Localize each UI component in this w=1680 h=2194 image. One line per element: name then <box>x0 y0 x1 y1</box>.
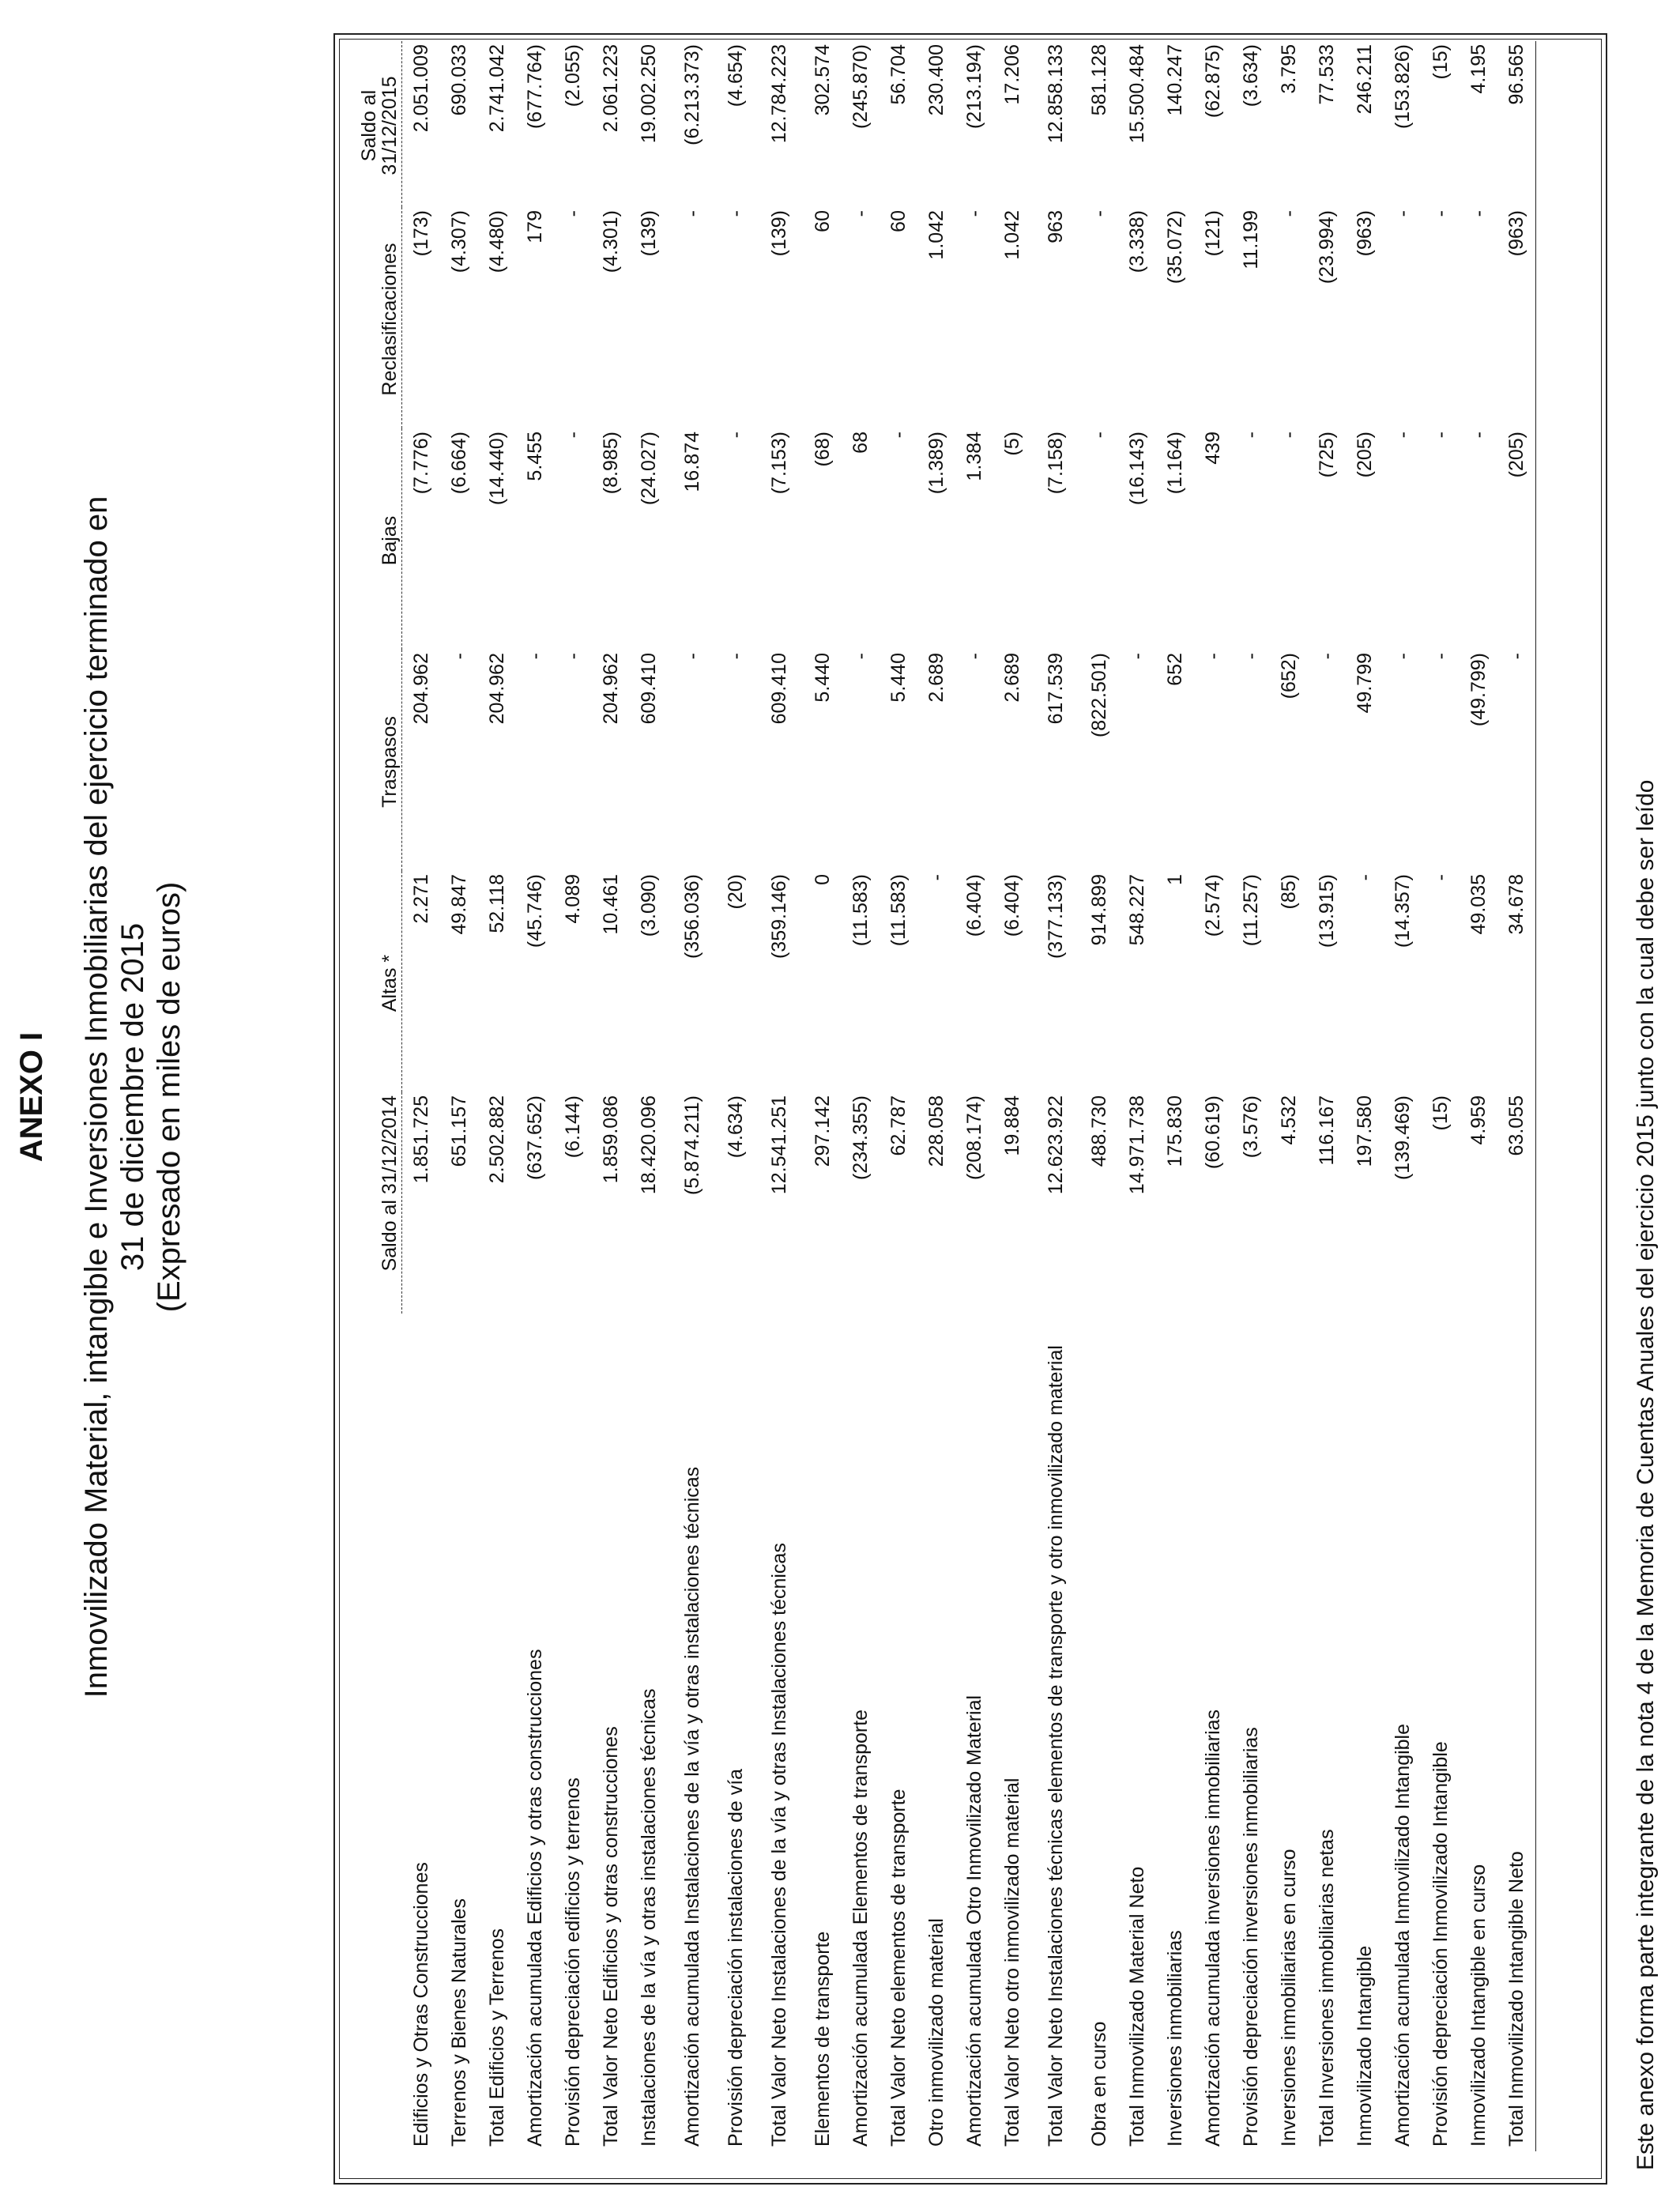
row-label: Inversiones inmobiliarias en curso <box>1278 1849 1300 2147</box>
row-value-cell: - <box>1392 653 1414 660</box>
row-value-cell: 12.784.223 <box>768 44 790 144</box>
row-value-cell: (60.619) <box>1202 1095 1224 1170</box>
row-value-cell: 651.157 <box>448 1095 470 1167</box>
row-value-cell: (5) <box>1001 432 1023 456</box>
annex-title: Inmovilizado Material, intangible e Inversiones Inmobiliarias del ejercicio terminado en <box>79 496 114 1698</box>
row-value-cell: 302.574 <box>812 44 834 116</box>
row-value-cell: (7.158) <box>1045 432 1067 495</box>
row-value-cell: (14.440) <box>486 432 508 506</box>
row-value-cell: 2.741.042 <box>486 44 508 133</box>
row-value-cell: - <box>963 653 985 660</box>
row-label: Total Valor Neto Instalaciones de la vía y otras Instalaciones técnicas <box>768 1543 790 2147</box>
row-value-cell: 488.730 <box>1088 1095 1110 1167</box>
row-label: Elementos de transporte <box>812 1931 834 2147</box>
row-value-cell: (24.027) <box>638 432 660 506</box>
row-value-cell: 10.461 <box>600 874 622 935</box>
row-value-cell: 3.795 <box>1278 44 1300 94</box>
row-value-cell: 18.420.096 <box>638 1095 660 1195</box>
row-label: Provisión depreciación Inmovilizado Intangible <box>1430 1741 1452 2147</box>
row-value-cell: (16.143) <box>1126 432 1148 506</box>
row-value-cell: 0 <box>812 874 834 885</box>
table-row <box>1346 41 1384 2151</box>
row-value-cell: 19.884 <box>1001 1095 1023 1156</box>
table-row <box>402 41 441 2151</box>
row-value-cell: 5.455 <box>524 432 546 481</box>
row-value-cell: 116.167 <box>1316 1095 1338 1166</box>
table-row <box>1308 41 1346 2151</box>
row-value-cell: - <box>1202 653 1224 660</box>
table-row <box>755 41 804 2151</box>
row-value-cell: - <box>1088 210 1110 217</box>
row-value-cell: - <box>887 432 910 439</box>
row-value-cell: - <box>1126 653 1148 660</box>
row-value-cell: 175.830 <box>1164 1095 1186 1167</box>
row-value-cell: 609.410 <box>768 653 790 725</box>
table-row <box>955 41 993 2151</box>
header-bajas: Bajas <box>359 428 402 650</box>
row-value-cell: (356.036) <box>681 874 703 959</box>
row-value-cell: 1.859.086 <box>600 1095 622 1184</box>
table-row <box>1384 41 1422 2151</box>
header-traspasos: Traspasos <box>359 650 402 871</box>
row-value-cell: 204.962 <box>600 653 622 725</box>
row-value-cell: 1.042 <box>1001 210 1023 260</box>
table-row <box>917 41 955 2151</box>
row-value-cell: (359.146) <box>768 874 790 959</box>
row-value-cell: 11.199 <box>1240 210 1262 270</box>
row-value-cell: 1 <box>1164 874 1186 885</box>
row-value-cell: (1.389) <box>925 432 947 495</box>
row-label: Terrenos y Bienes Naturales <box>448 1898 470 2147</box>
row-value-cell: (11.583) <box>887 874 910 947</box>
row-label: Inmovilizado Intangible en curso <box>1467 1864 1490 2147</box>
row-value-cell: 4.089 <box>562 874 584 924</box>
row-value-cell: (173) <box>410 210 432 257</box>
row-value-cell: (139) <box>768 210 790 257</box>
row-value-cell: - <box>1278 432 1300 439</box>
row-value-cell: (5.874.211) <box>681 1095 703 1196</box>
row-value-cell: (139) <box>638 210 660 257</box>
table-row <box>1232 41 1270 2151</box>
table-row <box>842 41 880 2151</box>
header-saldo-2015-line1: Saldo al <box>358 89 380 162</box>
row-value-cell: 19.002.250 <box>638 44 660 144</box>
table-row <box>1080 41 1118 2151</box>
row-label: Provisión depreciación inversiones inmobiliarias <box>1240 1727 1262 2147</box>
row-value-cell: - <box>849 210 872 217</box>
row-value-cell: (677.764) <box>524 44 546 130</box>
row-value-cell: 2.051.009 <box>410 44 432 133</box>
row-value-cell: 52.118 <box>486 874 508 933</box>
row-value-cell: (822.501) <box>1088 653 1110 738</box>
row-label: Provisión depreciación instalaciones de vía <box>725 1768 747 2147</box>
row-value-cell: (637.652) <box>524 1095 546 1181</box>
row-value-cell: (6.213.373) <box>681 44 703 145</box>
header-label-cell <box>359 1314 402 2151</box>
row-value-cell: - <box>1467 432 1490 439</box>
row-value-cell: (234.355) <box>849 1095 872 1181</box>
row-value-cell: 5.440 <box>887 653 910 703</box>
row-value-cell: 62.787 <box>887 1095 910 1156</box>
table-row <box>440 41 478 2151</box>
row-value-cell: - <box>1240 432 1262 439</box>
row-value-cell: (963) <box>1354 210 1376 257</box>
header-saldo-2014: Saldo al 31/12/2014 <box>359 1092 402 1314</box>
row-value-cell: 4.532 <box>1278 1095 1300 1145</box>
row-value-cell: - <box>725 210 747 217</box>
table-row <box>1156 41 1194 2151</box>
row-value-cell: (4.654) <box>725 44 747 107</box>
row-value-cell: 60 <box>812 210 834 232</box>
row-value-cell: 12.858.133 <box>1045 44 1067 144</box>
row-value-cell: (139.469) <box>1392 1095 1414 1181</box>
table-row <box>1031 41 1080 2151</box>
table-row <box>478 41 516 2151</box>
table-row <box>1118 41 1156 2151</box>
row-value-cell: (13.915) <box>1316 874 1338 948</box>
row-value-cell: 690.033 <box>448 44 470 116</box>
row-value-cell: 17.206 <box>1001 44 1023 105</box>
table-row <box>1497 41 1536 2151</box>
row-value-cell: 548.227 <box>1126 874 1148 946</box>
table-row <box>804 41 842 2151</box>
row-value-cell: (3.338) <box>1126 210 1148 273</box>
row-label: Edificios y Otras Construcciones <box>409 1862 432 2147</box>
row-value-cell: 49.035 <box>1467 874 1490 935</box>
row-value-cell: - <box>725 432 747 439</box>
row-value-cell: 4.959 <box>1467 1095 1490 1145</box>
row-label: Total Inmovilizado Material Neto <box>1126 1866 1148 2147</box>
row-value-cell: 179 <box>524 210 546 243</box>
row-value-cell: - <box>1430 653 1452 660</box>
row-label: Total Valor Neto Instalaciones técnicas elementos de transporte y otro inmovilizado material <box>1045 1345 1067 2147</box>
row-value-cell: 56.704 <box>887 44 910 105</box>
footnote: Este anexo forma parte integrante de la nota 4 de la Memoria de Cuentas Anuales del ejercicio 2015 junto con la cual debe ser leído <box>1633 779 1659 2170</box>
row-value-cell: (6.664) <box>448 432 470 495</box>
row-value-cell: - <box>1430 210 1452 217</box>
row-value-cell: - <box>1354 874 1376 881</box>
row-value-cell: (245.870) <box>849 44 872 130</box>
row-value-cell: 197.580 <box>1354 1095 1376 1167</box>
row-value-cell: (8.985) <box>600 432 622 495</box>
row-value-cell: 609.410 <box>638 653 660 725</box>
table-header-row <box>359 41 402 2151</box>
row-value-cell: (725) <box>1316 432 1338 478</box>
row-value-cell: 5.440 <box>812 653 834 703</box>
row-value-cell: (15) <box>1430 1095 1452 1131</box>
row-value-cell: (7.776) <box>410 432 432 495</box>
row-value-cell: 652 <box>1164 653 1186 686</box>
row-value-cell: (11.583) <box>849 874 872 947</box>
row-value-cell: - <box>562 432 584 439</box>
row-value-cell: - <box>1088 432 1110 439</box>
table-row <box>1194 41 1232 2151</box>
row-value-cell: (208.174) <box>963 1095 985 1181</box>
row-value-cell: - <box>524 653 546 660</box>
row-value-cell: - <box>1316 653 1338 660</box>
row-value-cell: - <box>448 653 470 660</box>
row-label: Amortización acumulada Instalaciones de la vía y otras instalaciones técnicas <box>681 1466 703 2147</box>
table-row <box>1270 41 1308 2151</box>
table-row <box>1460 41 1497 2151</box>
row-label: Total Inmovilizado Intangible Neto <box>1497 1314 1536 2151</box>
row-value-cell: 1.851.725 <box>410 1095 432 1184</box>
row-value-cell: - <box>562 653 584 660</box>
row-label: Provisión depreciación edificios y terrenos <box>562 1777 584 2147</box>
row-value-cell: - <box>1430 432 1452 439</box>
row-label: Amortización acumulada Edificios y otras construcciones <box>524 1649 546 2147</box>
row-value-cell: 581.128 <box>1088 44 1110 116</box>
fixed-assets-table <box>359 41 1536 2151</box>
row-value-cell: (377.133) <box>1045 874 1067 959</box>
row-value-cell: (49.799) <box>1467 653 1490 727</box>
row-value-cell: - <box>1467 210 1490 217</box>
row-label: Inmovilizado Intangible <box>1354 1945 1376 2147</box>
row-value-cell: 1.042 <box>925 210 947 260</box>
row-label: Total Edificios y Terrenos <box>486 1928 508 2147</box>
row-value-cell: 63.055 <box>1497 1092 1536 1314</box>
row-value-cell: (3.576) <box>1240 1095 1262 1159</box>
row-value-cell: 96.565 <box>1497 41 1536 207</box>
row-label: Amortización acumulada Elementos de transporte <box>849 1709 872 2147</box>
row-value-cell: 2.061.223 <box>600 44 622 133</box>
row-value-cell: (652) <box>1278 653 1300 699</box>
row-value-cell: 49.799 <box>1354 653 1376 714</box>
row-value-cell: (6.404) <box>1001 874 1023 937</box>
row-value-cell: 963 <box>1045 210 1067 243</box>
row-value-cell: (3.090) <box>638 874 660 937</box>
table-row <box>516 41 554 2151</box>
row-value-cell: 12.623.922 <box>1045 1095 1067 1195</box>
header-reclasificaciones: Reclasificaciones <box>359 207 402 428</box>
row-value-cell: (1.164) <box>1164 432 1186 495</box>
row-value-cell: (4.301) <box>600 210 622 273</box>
row-value-cell: - <box>1392 432 1414 439</box>
table-row <box>630 41 668 2151</box>
row-value-cell: (4.480) <box>486 210 508 273</box>
row-value-cell: (23.994) <box>1316 210 1338 285</box>
row-value-cell: 60 <box>887 210 910 232</box>
row-value-cell: - <box>1497 650 1536 871</box>
row-value-cell: 16.874 <box>681 432 703 492</box>
row-value-cell: (2.574) <box>1202 874 1224 937</box>
row-label: Obra en curso <box>1088 2021 1110 2147</box>
row-value-cell: 297.142 <box>812 1095 834 1167</box>
row-value-cell: 246.211 <box>1354 44 1376 115</box>
row-value-cell: (15) <box>1430 44 1452 80</box>
row-value-cell: (35.072) <box>1164 210 1186 285</box>
row-value-cell: 2.689 <box>925 653 947 703</box>
row-value-cell: 34.678 <box>1497 871 1536 1092</box>
row-value-cell: (11.257) <box>1240 874 1262 947</box>
row-value-cell: (153.826) <box>1392 44 1414 130</box>
row-value-cell: 77.533 <box>1316 44 1338 105</box>
row-value-cell: (85) <box>1278 874 1300 910</box>
row-value-cell: 1.384 <box>963 432 985 481</box>
row-value-cell: (213.194) <box>963 44 985 130</box>
table-row <box>592 41 630 2151</box>
row-label: Otro inmovilizado material <box>925 1918 947 2147</box>
header-altas: Altas * <box>359 871 402 1092</box>
row-value-cell: 2.502.882 <box>486 1095 508 1184</box>
row-label: Amortización acumulada Otro Inmovilizado Material <box>963 1695 985 2147</box>
row-value-cell: - <box>725 653 747 660</box>
row-value-cell: - <box>681 653 703 660</box>
header-saldo-2015-line2: 31/12/2015 <box>379 76 401 175</box>
table-row <box>993 41 1031 2151</box>
row-value-cell: (45.746) <box>524 874 546 948</box>
row-value-cell: - <box>562 210 584 217</box>
row-value-cell: (6.404) <box>963 874 985 937</box>
row-value-cell: (62.875) <box>1202 44 1224 119</box>
row-value-cell: - <box>925 874 947 881</box>
row-value-cell: 204.962 <box>486 653 508 725</box>
row-value-cell: 204.962 <box>410 653 432 725</box>
table-body <box>402 41 1536 2151</box>
row-value-cell: 230.400 <box>925 44 947 116</box>
row-label: Total Inversiones inmobiliarias netas <box>1316 1829 1338 2147</box>
row-value-cell: (205) <box>1497 428 1536 650</box>
row-label: Total Valor Neto otro inmovilizado material <box>1001 1777 1023 2147</box>
row-label: Inversiones inmobiliarias <box>1164 1930 1186 2147</box>
row-value-cell: (7.153) <box>768 432 790 495</box>
row-value-cell: 2.689 <box>1001 653 1023 703</box>
row-value-cell: 14.971.738 <box>1126 1095 1148 1195</box>
row-value-cell: - <box>849 653 872 660</box>
row-label: Total Valor Neto Edificios y otras construcciones <box>600 1726 622 2147</box>
header-saldo-2015 <box>359 41 402 207</box>
row-value-cell: (121) <box>1202 210 1224 257</box>
row-value-cell: (2.055) <box>562 44 584 107</box>
row-value-cell: (205) <box>1354 432 1376 478</box>
annex-heading: ANEXO I <box>14 1031 49 1163</box>
table-row <box>880 41 917 2151</box>
row-value-cell: 2.271 <box>410 874 432 924</box>
table-row <box>1422 41 1460 2151</box>
table-row <box>717 41 755 2151</box>
row-value-cell: (3.634) <box>1240 44 1262 107</box>
row-value-cell: (6.144) <box>562 1095 584 1159</box>
row-value-cell: - <box>963 210 985 217</box>
table-frame <box>333 33 1607 2185</box>
row-label: Amortización acumulada Inmovilizado Intangible <box>1392 1723 1414 2147</box>
row-value-cell: - <box>1278 210 1300 217</box>
annex-title-date: 31 de diciembre de 2015 <box>115 922 150 1272</box>
row-value-cell: 439 <box>1202 432 1224 465</box>
row-value-cell: 15.500.484 <box>1126 44 1148 144</box>
annex-units-note: (Expresado en miles de euros) <box>152 881 186 1313</box>
row-value-cell: (4.634) <box>725 1095 747 1159</box>
row-label: Amortización acumulada inversiones inmobiliarias <box>1202 1709 1224 2147</box>
row-value-cell: 228.058 <box>925 1095 947 1167</box>
row-value-cell: - <box>1392 210 1414 217</box>
row-value-cell: 4.195 <box>1467 44 1490 94</box>
table-row <box>554 41 592 2151</box>
row-value-cell: - <box>1430 874 1452 881</box>
row-value-cell: 49.847 <box>448 874 470 935</box>
row-value-cell: 140.247 <box>1164 44 1186 116</box>
row-value-cell: (14.357) <box>1392 874 1414 948</box>
row-label: Total Valor Neto elementos de transporte <box>887 1789 910 2147</box>
row-value-cell: 914.899 <box>1088 874 1110 946</box>
row-value-cell: 12.541.251 <box>768 1095 790 1195</box>
row-value-cell: 68 <box>849 432 872 454</box>
table-row <box>668 41 717 2151</box>
row-value-cell: (20) <box>725 874 747 910</box>
row-value-cell: (963) <box>1497 207 1536 428</box>
row-value-cell: - <box>1240 653 1262 660</box>
row-label: Instalaciones de la vía y otras instalaciones técnicas <box>638 1688 660 2147</box>
row-value-cell: (4.307) <box>448 210 470 273</box>
row-value-cell: 617.539 <box>1045 653 1067 725</box>
row-value-cell: (68) <box>812 432 834 467</box>
row-value-cell: - <box>681 210 703 217</box>
